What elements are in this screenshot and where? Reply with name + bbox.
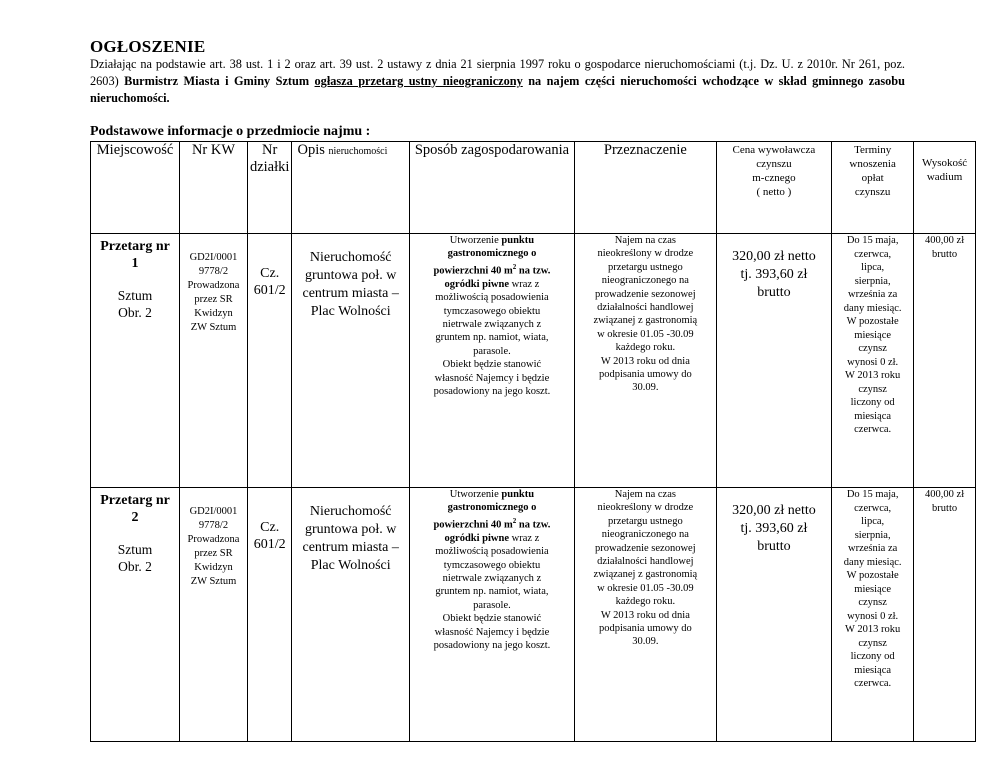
cell-terminy: Do 15 maja, czerwca, lipca, sierpnia, września za dany miesiąc. W pozostałe miesiące czynsz wynosi 0 zł. W 2013 roku czynsz liczony od miesiąca czerwca. bbox=[832, 488, 914, 742]
intro-announcement: ogłasza przetarg ustny nieograniczony bbox=[314, 74, 523, 88]
intro-text: Działając na podstawie art. 38 ust. 1 i 2 oraz art. 39 ust. 2 ustawy z dnia 21 sierpnia 1997 roku o gospodarce nieruchomościami (t.j. Dz. U. z 2010r. Nr 261, poz. 2603) bbox=[90, 57, 905, 88]
header-wadium: Wysokość wadium bbox=[914, 142, 976, 234]
cell-opis: Nieruchomość gruntowa poł. w centrum miasta – Plac Wolności bbox=[292, 488, 409, 742]
cell-przeznaczenie: Najem na czas nieokreślony w drodze przetargu ustnego nieograniczonego na prowadzenie sezonowej działalności handlowej związanej z gastronomią w okresie 01.05 -30.09 każdego roku. W 2013 roku od dnia podpisania umowy do 30.09. bbox=[574, 234, 716, 488]
cell-opis: Nieruchomość gruntowa poł. w centrum miasta – Plac Wolności bbox=[292, 234, 409, 488]
cell-sposob: Utworzenie punktu gastronomicznego o powierzchni 40 $m^2$ na tzw. ogródki piwne wraz z możliwością posadowienia tymczasowego obiektu nietrwale związanych z gruntem np. namiot, wiata, parasole. Obiekt będzie stanowić własność Najemcy i będzie posadowiony na jego koszt. bbox=[409, 488, 574, 742]
intro-subject: na najem części nieruchomości wchodzące w skład gminnego zasobu nieruchomości. bbox=[90, 74, 905, 105]
table-header-row bbox=[91, 142, 976, 234]
cell-miejscowosc: Przetarg nr 1 Sztum Obr. 2 bbox=[91, 234, 180, 488]
header-sposob: Sposób zagospodarowania bbox=[409, 142, 574, 234]
header-terminy: Terminy wnoszenia opłat czynszu bbox=[832, 142, 914, 234]
header-opis: Opis nieruchomości bbox=[292, 142, 409, 234]
cell-cena: 320,00 zł netto tj. 393,60 zł brutto bbox=[716, 234, 831, 488]
header-cena: Cena wywoławcza czynszu m-cznego ( netto ) bbox=[716, 142, 831, 234]
rental-table bbox=[90, 141, 976, 742]
intro-paragraph bbox=[90, 56, 905, 107]
intro-authority: Burmistrz Miasta i Gminy Sztum bbox=[124, 74, 315, 88]
cell-wadium: 400,00 zł brutto bbox=[914, 488, 976, 742]
section-subtitle: Podstawowe informacje o przedmiocie najmu : bbox=[90, 124, 371, 139]
cell-nr-kw: GD2I/0001 9778/2 Prowadzona przez SR Kwidzyn ZW Sztum bbox=[180, 234, 248, 488]
cell-cena: 320,00 zł netto tj. 393,60 zł brutto bbox=[716, 488, 831, 742]
document-title: OGŁOSZENIE bbox=[90, 37, 206, 56]
cell-nr-dzialki: Cz. 601/2 bbox=[247, 488, 292, 742]
cell-sposob: Utworzenie punktu gastronomicznego o powierzchni 40 $m^2$ na tzw. ogródki piwne wraz z możliwością posadowienia tymczasowego obiektu nietrwale związanych z gruntem np. namiot, wiata, parasole. Obiekt będzie stanowić własność Najemcy i będzie posadowiony na jego koszt. bbox=[409, 234, 574, 488]
cell-nr-kw: GD2I/0001 9778/2 Prowadzona przez SR Kwidzyn ZW Sztum bbox=[180, 488, 248, 742]
header-nr-kw: Nr KW bbox=[180, 142, 248, 234]
cell-terminy: Do 15 maja, czerwca, lipca, sierpnia, września za dany miesiąc. W pozostałe miesiące czynsz wynosi 0 zł. W 2013 roku czynsz liczony od miesiąca czerwca. bbox=[832, 234, 914, 488]
cell-przeznaczenie: Najem na czas nieokreślony w drodze przetargu ustnego nieograniczonego na prowadzenie sezonowej działalności handlowej związanej z gastronomią w okresie 01.05 -30.09 każdego roku. W 2013 roku od dnia podpisania umowy do 30.09. bbox=[574, 488, 716, 742]
header-przeznaczenie: Przeznaczenie bbox=[574, 142, 716, 234]
cell-miejscowosc: Przetarg nr 2 Sztum Obr. 2 bbox=[91, 488, 180, 742]
table-row bbox=[91, 488, 976, 742]
cell-nr-dzialki: Cz. 601/2 bbox=[247, 234, 292, 488]
cell-wadium: 400,00 zł brutto bbox=[914, 234, 976, 488]
header-nr-dzialki: Nr działki bbox=[247, 142, 292, 234]
table-row bbox=[91, 234, 976, 488]
header-miejscowosc: Miejscowość bbox=[91, 142, 180, 234]
